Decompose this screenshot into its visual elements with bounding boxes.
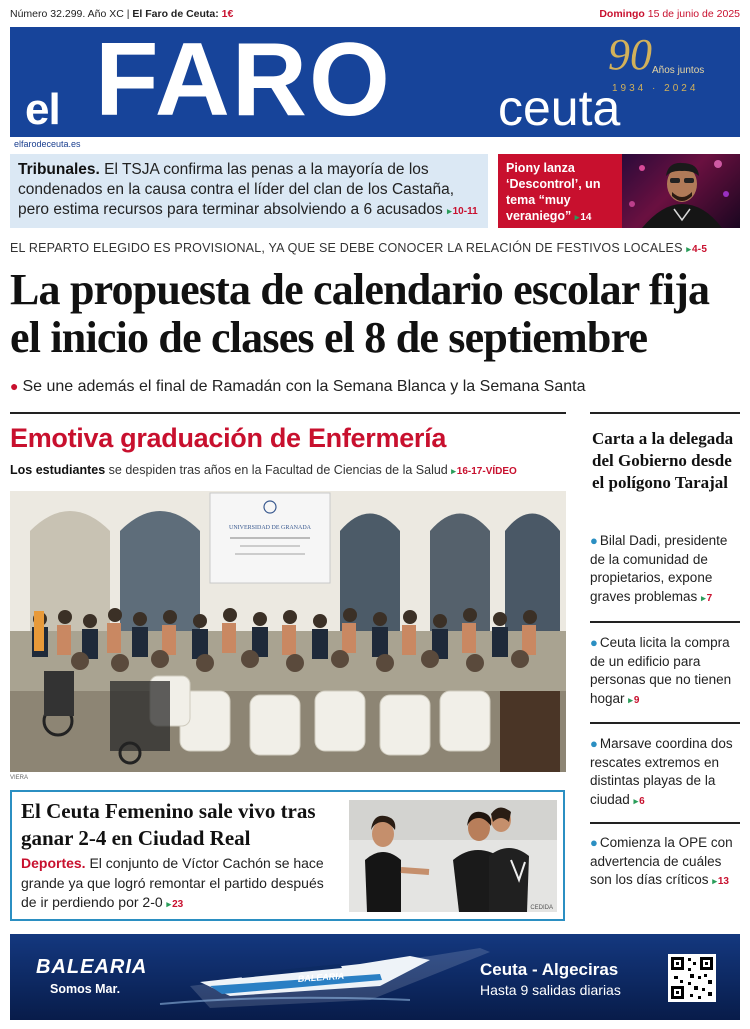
edition-date [599, 8, 740, 20]
price: 1€ [221, 8, 234, 20]
kicker-text: EL REPARTO ELEGIDO ES PROVISIONAL, YA QUE SE DEBE CONOCER LA RELACIÓN DE FESTIVOS LOCALES [10, 241, 683, 255]
brief-text: Comienza la OPE con advertencia de cuáles son los días críticos [590, 835, 733, 887]
page-ref: ▸ 9 [628, 695, 639, 706]
brief-text: Bilal Dadi, presidente de la comunidad de propietarios, expone graves problemas [590, 533, 728, 604]
graduation-sub [10, 463, 566, 477]
date: 15 de junio de 2025 [647, 8, 740, 20]
page-ref: ▸ 7 [701, 593, 712, 604]
ad-brand: BALEARIA [36, 956, 148, 978]
graduation-sub-lead: Los estudiantes [10, 463, 106, 477]
bullet-icon: ● [10, 378, 19, 394]
ad-tagline: Somos Mar. [50, 982, 121, 996]
banner-title: UNIVERSIDAD DE GRANADA [229, 525, 311, 531]
bullet-icon: ● [590, 736, 598, 751]
page-ref: ▸ 14 [575, 212, 592, 223]
teaser-text: El TSJA confirma las penas a la mayoría de los condenados en la causa contra el líder del clan de los Castaña, pero estima recursos para terminar absolviendo a 6 acusados [18, 161, 455, 218]
graduation-headline[interactable]: Emotiva graduación de Enfermería [10, 423, 447, 453]
ship-name: BALEARIA [297, 970, 345, 984]
divider [590, 412, 740, 414]
football-story[interactable] [10, 790, 565, 921]
brief-item[interactable] [590, 735, 740, 811]
section-label: Deportes. [21, 855, 86, 871]
publication-name: El Faro de Ceuta: [132, 8, 219, 20]
logo-el: el [25, 85, 60, 134]
lead-headline[interactable]: La propuesta de calendario escolar fija el inicio de clases el 8 de septiembre [10, 265, 710, 362]
page-ref: ▸ 6 [634, 796, 645, 807]
teaser-text: Piony lanza ‘Descontrol’, un tema “muy veraniego” [506, 161, 601, 223]
bullet-icon: ● [590, 533, 598, 548]
photo-credit: CEDIDA [530, 905, 553, 911]
lead-sub-text: Se une además el final de Ramadán con la Semana Blanca y la Semana Santa [22, 378, 586, 395]
page-ref: ▸ 4-5 [686, 244, 707, 255]
divider [590, 822, 740, 824]
lead-subheadline [10, 378, 740, 396]
brief-item[interactable] [590, 532, 740, 608]
anniversary-number: 90 [608, 30, 652, 79]
divider [10, 412, 566, 414]
page-ref: ▸ 10-11 [447, 206, 478, 217]
graduation-sub-text: se despiden tras años en la Facultad de Ciencias de la Salud [108, 463, 448, 477]
teaser-lead: Tribunales. [18, 161, 100, 178]
football-body: El conjunto de Víctor Cachón se hace grande ya que logró remontar el partido después de ir perdiendo por 2-0 [21, 855, 324, 910]
divider [590, 722, 740, 724]
site-url[interactable]: elfarodeceuta.es [14, 139, 81, 149]
page-ref: ▸ 16-17-VÍDEO [451, 466, 517, 477]
anniversary-badge [608, 31, 730, 99]
page-ref: ▸ 13 [712, 876, 729, 887]
anniversary-years: 1934 · 2024 [612, 83, 699, 94]
logo-faro: FARO [95, 27, 392, 137]
teaser-piony[interactable] [498, 154, 740, 228]
issue-number: Número 32.299. Año XC [10, 8, 124, 20]
balearia-advertisement[interactable] [10, 934, 740, 1020]
ad-route: Ceuta - Algeciras [480, 960, 619, 979]
top-info-bar [10, 8, 740, 24]
football-text [21, 854, 341, 915]
logo-ceuta: ceuta [498, 80, 621, 136]
brief-item[interactable] [590, 834, 740, 892]
brief-text: Marsave coordina dos rescates extremos en distintas playas de la ciudad [590, 736, 733, 807]
ad-frequency: Hasta 9 salidas diarias [480, 982, 621, 998]
brief-text: Ceuta licita la compra de un edificio para personas que no tienen hogar [590, 635, 732, 706]
masthead[interactable] [10, 27, 740, 137]
football-headline[interactable]: El Ceuta Femenino sale vivo tras ganar 2-4 en Ciudad Real [21, 799, 316, 850]
singer-photo [622, 154, 740, 228]
divider [590, 621, 740, 623]
brief-item[interactable] [590, 634, 740, 710]
bullet-icon: ● [590, 835, 598, 850]
teaser-tribunales[interactable] [10, 154, 488, 228]
anniversary-text: Años juntos [652, 65, 705, 76]
lead-kicker [10, 241, 740, 255]
column-headline[interactable]: Carta a la delegada del Gobierno desde el polígono Tarajal [592, 429, 734, 492]
football-photo [349, 800, 557, 912]
weekday: Domingo [599, 8, 645, 20]
issue-info: Número 32.299. Año XC | El Faro de Ceuta: 1€ [10, 8, 234, 20]
graduation-photo[interactable] [10, 491, 566, 772]
page-ref: ▸ 23 [167, 899, 184, 910]
photo-credit: VIERA [10, 775, 29, 781]
qr-code-icon[interactable] [668, 954, 716, 1002]
bullet-icon: ● [590, 635, 598, 650]
